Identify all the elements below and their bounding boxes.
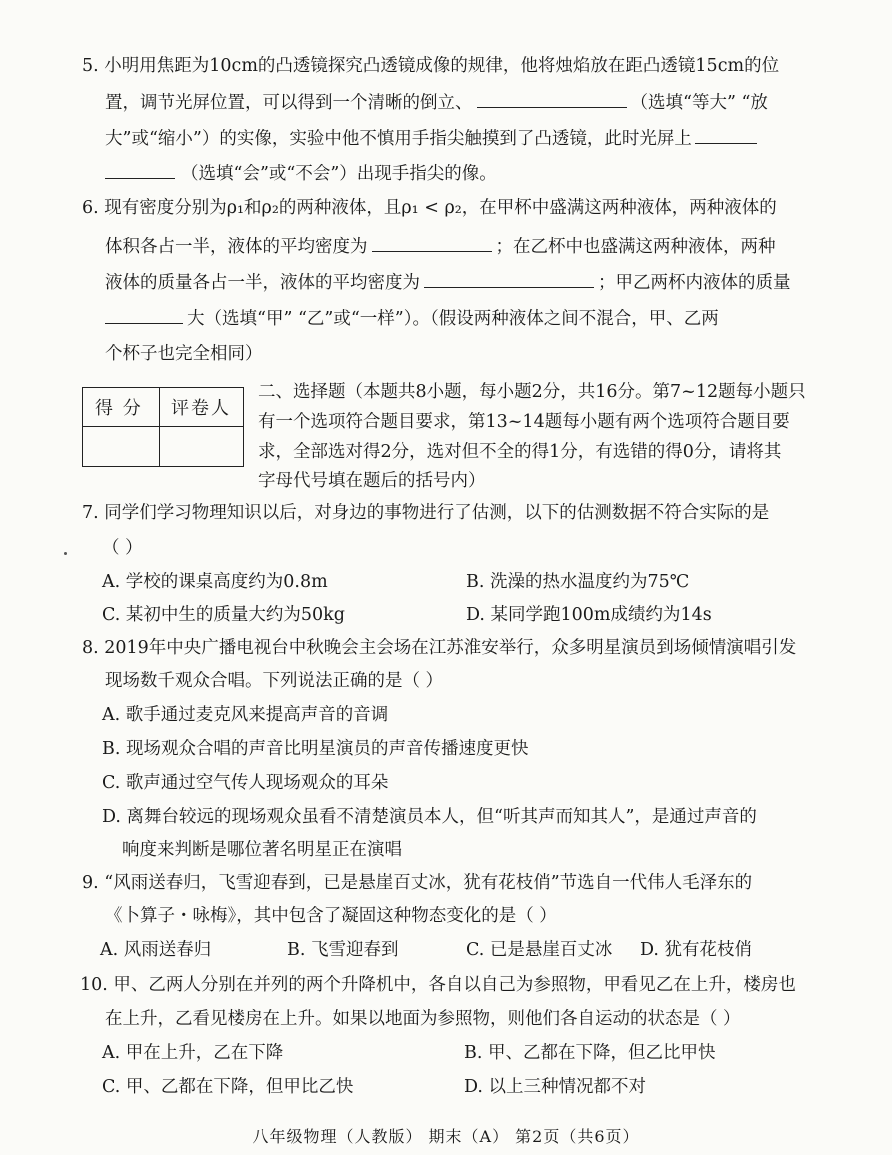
q5-line3-text: 大”或“缩小”）的实像，实验中他不慎用手指尖触摸到了凸透镜，此时光屏上 — [105, 129, 692, 149]
q6-line3 — [105, 269, 791, 295]
q6-line1: 6. 现有密度分别为ρ₁和ρ₂的两种液体，且ρ₁ < ρ₂，在甲杯中盛满这两种液体，两种液体的 — [82, 198, 777, 218]
q6-line2 — [105, 233, 776, 259]
q6-line4 — [105, 305, 719, 331]
q5-blank1[interactable] — [477, 89, 627, 108]
q10-option-c[interactable]: C. 甲、乙都在下降，但甲比乙快 — [102, 1077, 354, 1097]
q6-blank2[interactable] — [424, 269, 594, 288]
scan-dot — [64, 552, 67, 555]
q5-line4-text: （选填“会”或“不会”）出现手指尖的像。 — [181, 164, 497, 184]
q9-line2: 《卜算子・咏梅》，其中包含了凝固这种物态变化的是（ ） — [105, 906, 557, 926]
q7-option-b[interactable]: B. 洗澡的热水温度约为75℃ — [466, 572, 690, 592]
section2-line1: 二、选择题（本题共8小题，每小题2分，共16分。第7~12题每小题只 — [258, 382, 806, 402]
q10-line2: 在上升，乙看见楼房在上升。如果以地面为参照物，则他们各自运动的状态是（ ） — [105, 1009, 741, 1029]
q6-line2-tail: ；在乙杯中也盛满这两种液体，两种 — [495, 237, 776, 257]
q5-line3 — [105, 125, 757, 151]
q8-option-d-cont: 响度来判断是哪位著名明星正在演唱 — [122, 840, 402, 860]
q5-line2-text: 置，调节光屏位置，可以得到一个清晰的倒立、 — [105, 93, 473, 113]
q7-option-d[interactable]: D. 某同学跑100m成绩约为14s — [466, 605, 712, 625]
q6-blank1[interactable] — [372, 233, 492, 252]
q9-option-c[interactable]: C. 已是悬崖百丈冰 — [466, 940, 613, 960]
q6-line3-text: 液体的质量各占一半，液体的平均密度为 — [105, 273, 420, 293]
q6-line5: 个杯子也完全相同） — [105, 344, 263, 364]
section2-line3: 求，全部选对得2分，选对但不全的得1分，有选错的得0分，请将其 — [258, 442, 782, 462]
q8-option-d[interactable]: D. 离舞台较远的现场观众虽看不清楚演员本人，但“听其声而知其人”，是通过声音的 — [102, 807, 757, 827]
q8-line2: 现场数千观众合唱。下列说法正确的是（ ） — [105, 671, 444, 691]
q9-option-d[interactable]: D. 犹有花枝俏 — [640, 940, 753, 960]
q8-option-a[interactable]: A. 歌手通过麦克风来提高声音的音调 — [102, 705, 389, 725]
q5-blank2[interactable] — [695, 125, 757, 144]
q7-stem: 7. 同学们学习物理知识以后，对身边的事物进行了估测，以下的估测数据不符合实际的是 — [82, 503, 770, 523]
q5-blank3[interactable] — [105, 160, 175, 179]
q10-option-b[interactable]: B. 甲、乙都在下降，但乙比甲快 — [464, 1043, 716, 1063]
q5-line4 — [105, 160, 497, 186]
q8-option-c[interactable]: C. 歌声通过空气传人现场观众的耳朵 — [102, 773, 389, 793]
grader-label: 评卷人 — [171, 398, 231, 419]
q8-option-b[interactable]: B. 现场观众合唱的声音比明星演员的声音传播速度更快 — [102, 739, 529, 759]
q7-option-c[interactable]: C. 某初中生的质量大约为50kg — [102, 605, 345, 625]
score-table-divider — [159, 388, 160, 466]
q7-answer-paren[interactable]: （ ） — [102, 538, 143, 558]
section2-line4: 字母代号填在题后的括号内） — [258, 471, 486, 491]
q10-line1: 10. 甲、乙两人分别在并列的两个升降机中，各自以自己为参照物，甲看见乙在上升，楼房也 — [80, 975, 796, 995]
q9-line1: 9. “风雨送春归，飞雪迎春到，已是悬崖百丈冰，犹有花枝俏”节选自一代伟人毛泽东的 — [82, 873, 753, 893]
score-table — [82, 387, 244, 467]
q9-option-a[interactable]: A. 风雨送春归 — [100, 940, 212, 960]
q9-option-b[interactable]: B. 飞雪迎春到 — [287, 940, 399, 960]
page-footer: 八年级物理（人教版） 期末（A） 第2页（共6页） — [252, 1127, 640, 1146]
q6-blank3[interactable] — [105, 305, 183, 324]
score-label: 得 分 — [95, 398, 143, 419]
q6-line2-text: 体积各占一半，液体的平均密度为 — [105, 237, 368, 257]
q10-option-d[interactable]: D. 以上三种情况都不对 — [464, 1077, 647, 1097]
section2-line2: 有一个选项符合题目要求，第13~14题每小题有两个选项符合题目要 — [258, 412, 790, 432]
q10-option-a[interactable]: A. 甲在上升，乙在下降 — [102, 1043, 284, 1063]
q6-line3-tail: ；甲乙两杯内液体的质量 — [598, 273, 791, 293]
q8-line1: 8. 2019年中央广播电视台中秋晚会主会场在江苏淮安举行，众多明星演员到场倾情演唱引发 — [82, 638, 797, 658]
q7-option-a[interactable]: A. 学校的课桌高度约为0.8m — [102, 572, 328, 592]
q5-line1: 5. 小明用焦距为10cm的凸透镜探究凸透镜成像的规律，他将烛焰放在距凸透镜15cm的位 — [82, 56, 780, 76]
q5-line2-tail: （选填“等大” “放 — [630, 93, 768, 113]
q6-line4-text: 大（选填“甲” “乙”或“一样”）。（假设两种液体之间不混合，甲、乙两 — [187, 309, 719, 329]
q5-line2 — [105, 89, 768, 115]
